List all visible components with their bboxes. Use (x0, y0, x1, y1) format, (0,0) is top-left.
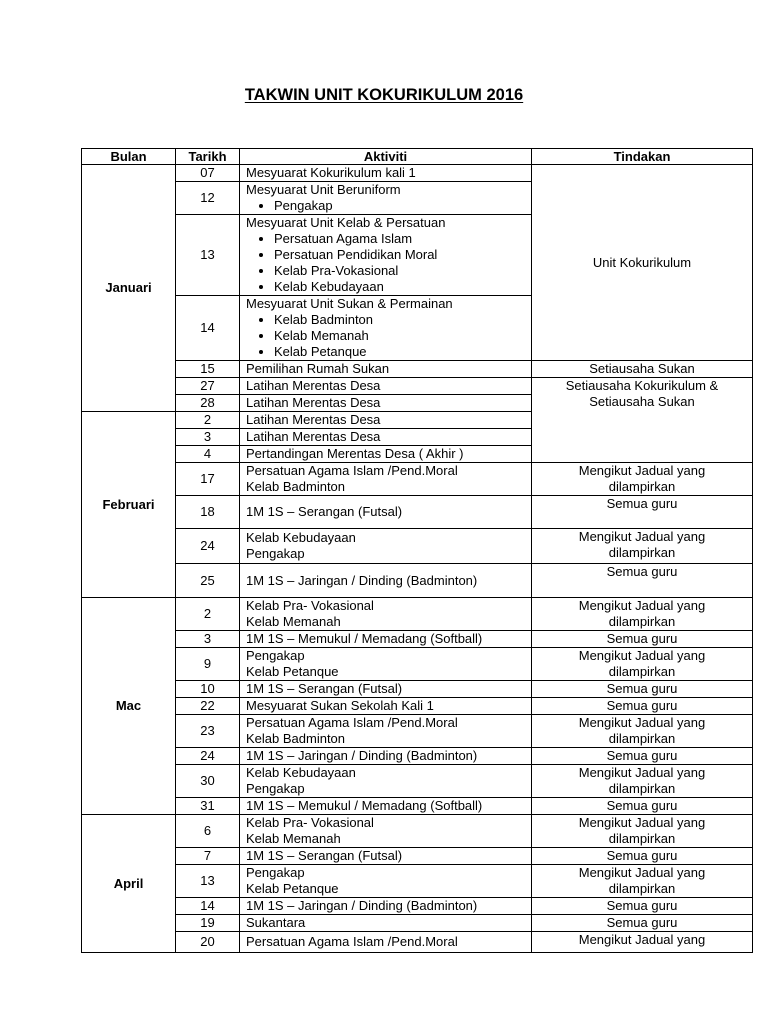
bullet-item: Persatuan Pendidikan Moral (246, 247, 525, 263)
tarikh-cell: 13 (176, 865, 240, 898)
tarikh-cell: 23 (176, 715, 240, 748)
tarikh-cell: 24 (176, 529, 240, 564)
aktiviti-cell: Pengakap Kelab Petanque (240, 648, 532, 681)
table-row (82, 681, 753, 698)
aktiviti-cell: Kelab Pra- Vokasional Kelab Memanah (240, 598, 532, 631)
aktiviti-cell: Sukantara (240, 915, 532, 932)
header-tarikh: Tarikh (176, 149, 240, 165)
aktiviti-cell: Persatuan Agama Islam /Pend.Moral Kelab Badminton (240, 715, 532, 748)
table-row (82, 798, 753, 815)
tarikh-cell: 3 (176, 631, 240, 648)
aktiviti-cell: Persatuan Agama Islam /Pend.Moral (240, 932, 532, 953)
aktiviti-cell: Kelab Kebudayaan Pengakap (240, 765, 532, 798)
tarikh-cell: 31 (176, 798, 240, 815)
table-row (82, 932, 753, 953)
tindakan-cell: Mengikut Jadual yang dilampirkan (532, 765, 753, 798)
table-row (82, 648, 753, 681)
tarikh-cell: 2 (176, 412, 240, 429)
aktiviti-cell: 1M 1S – Jaringan / Dinding (Badminton) (240, 748, 532, 765)
table-header-row (82, 149, 753, 165)
tindakan-cell: Semua guru (532, 915, 753, 932)
bullet-item: Kelab Badminton (246, 312, 525, 328)
table-row (82, 598, 753, 631)
aktiviti-cell: Kelab Pra- Vokasional Kelab Memanah (240, 815, 532, 848)
table-row (82, 631, 753, 648)
bullet-item: Kelab Kebudayaan (246, 279, 525, 295)
month-april: April (82, 815, 176, 953)
tarikh-cell: 20 (176, 932, 240, 953)
tarikh-cell: 22 (176, 698, 240, 715)
table-row (82, 698, 753, 715)
month-januari: Januari (82, 165, 176, 412)
tarikh-cell: 9 (176, 648, 240, 681)
tindakan-cell: Semua guru (532, 496, 753, 529)
tarikh-cell: 28 (176, 395, 240, 412)
tindakan-cell: Mengikut Jadual yang dilampirkan (532, 463, 753, 496)
tindakan-cell: Unit Kokurikulum (532, 165, 753, 361)
aktiviti-cell: Mesyuarat Kokurikulum kali 1 (240, 165, 532, 182)
aktiviti-cell: 1M 1S – Jaringan / Dinding (Badminton) (240, 898, 532, 915)
tarikh-cell: 14 (176, 296, 240, 361)
aktiviti-cell: 1M 1S – Serangan (Futsal) (240, 848, 532, 865)
header-bulan: Bulan (82, 149, 176, 165)
tarikh-cell: 24 (176, 748, 240, 765)
tindakan-cell: Mengikut Jadual yang dilampirkan (532, 715, 753, 748)
aktiviti-cell: 1M 1S – Memukul / Memadang (Softball) (240, 631, 532, 648)
tindakan-cell: Mengikut Jadual yang dilampirkan (532, 529, 753, 564)
aktiviti-cell: Kelab Kebudayaan Pengakap (240, 529, 532, 564)
month-februari: Februari (82, 412, 176, 598)
aktiviti-cell: 1M 1S – Serangan (Futsal) (240, 681, 532, 698)
tindakan-cell: Semua guru (532, 898, 753, 915)
aktiviti-cell: Mesyuarat Sukan Sekolah Kali 1 (240, 698, 532, 715)
table-row (82, 378, 753, 395)
tarikh-cell: 18 (176, 496, 240, 529)
tindakan-cell: Mengikut Jadual yang (532, 932, 753, 953)
tindakan-cell: Semua guru (532, 848, 753, 865)
tindakan-cell: Mengikut Jadual yang dilampirkan (532, 815, 753, 848)
month-mac: Mac (82, 598, 176, 815)
tindakan-cell: Semua guru (532, 748, 753, 765)
table-row (82, 463, 753, 496)
tindakan-cell: Mengikut Jadual yang dilampirkan (532, 598, 753, 631)
tarikh-cell: 17 (176, 463, 240, 496)
table-row (82, 165, 753, 182)
bullet-item: Kelab Petanque (246, 344, 525, 360)
bullet-item: Persatuan Agama Islam (246, 231, 525, 247)
table-row (82, 748, 753, 765)
aktiviti-cell: Pengakap Kelab Petanque (240, 865, 532, 898)
table-row (82, 715, 753, 748)
tindakan-cell: Mengikut Jadual yang dilampirkan (532, 865, 753, 898)
table-row (82, 865, 753, 898)
aktiviti-cell: Mesyuarat Unit Sukan & Permainan Kelab Badminton Kelab Memanah Kelab Petanque (240, 296, 532, 361)
tarikh-cell: 12 (176, 182, 240, 215)
tarikh-cell: 4 (176, 446, 240, 463)
takwim-table (81, 148, 753, 953)
table-row (82, 564, 753, 598)
tarikh-cell: 10 (176, 681, 240, 698)
bullet-item: Kelab Memanah (246, 328, 525, 344)
tindakan-cell: Setiausaha Sukan (532, 361, 753, 378)
tarikh-cell: 19 (176, 915, 240, 932)
table-row (82, 915, 753, 932)
tindakan-cell: Setiausaha Kokurikulum & Setiausaha Sukan (532, 378, 753, 463)
aktiviti-cell: Latihan Merentas Desa (240, 395, 532, 412)
aktiviti-cell: Persatuan Agama Islam /Pend.Moral Kelab Badminton (240, 463, 532, 496)
tindakan-cell: Semua guru (532, 798, 753, 815)
tindakan-cell: Mengikut Jadual yang dilampirkan (532, 648, 753, 681)
table-row (82, 361, 753, 378)
header-tindakan: Tindakan (532, 149, 753, 165)
tarikh-cell: 27 (176, 378, 240, 395)
header-aktiviti: Aktiviti (240, 149, 532, 165)
table-row (82, 848, 753, 865)
tindakan-cell: Semua guru (532, 564, 753, 598)
table-row (82, 496, 753, 529)
tindakan-cell: Semua guru (532, 631, 753, 648)
aktiviti-cell: Mesyuarat Unit Beruniform Pengakap (240, 182, 532, 215)
tarikh-cell: 30 (176, 765, 240, 798)
aktiviti-cell: 1M 1S – Jaringan / Dinding (Badminton) (240, 564, 532, 598)
aktiviti-cell: Mesyuarat Unit Kelab & Persatuan Persatuan Agama Islam Persatuan Pendidikan Moral Kelab Pra-Vokasional Kelab Kebudayaan (240, 215, 532, 296)
bullet-item: Pengakap (246, 198, 525, 214)
tarikh-cell: 07 (176, 165, 240, 182)
aktiviti-cell: 1M 1S – Serangan (Futsal) (240, 496, 532, 529)
tarikh-cell: 14 (176, 898, 240, 915)
aktiviti-cell: Pertandingan Merentas Desa ( Akhir ) (240, 446, 532, 463)
document-title: TAKWIN UNIT KOKURIKULUM 2016 (244, 86, 524, 104)
tindakan-cell: Semua guru (532, 681, 753, 698)
tindakan-cell: Semua guru (532, 698, 753, 715)
aktiviti-cell: Latihan Merentas Desa (240, 412, 532, 429)
tarikh-cell: 7 (176, 848, 240, 865)
table-row (82, 765, 753, 798)
table-row (82, 529, 753, 564)
aktiviti-cell: Latihan Merentas Desa (240, 429, 532, 446)
tarikh-cell: 6 (176, 815, 240, 848)
aktiviti-cell: 1M 1S – Memukul / Memadang (Softball) (240, 798, 532, 815)
aktiviti-cell: Latihan Merentas Desa (240, 378, 532, 395)
table-row (82, 898, 753, 915)
tarikh-cell: 15 (176, 361, 240, 378)
table-row (82, 815, 753, 848)
tarikh-cell: 3 (176, 429, 240, 446)
bullet-item: Kelab Pra-Vokasional (246, 263, 525, 279)
aktiviti-cell: Pemilihan Rumah Sukan (240, 361, 532, 378)
tarikh-cell: 2 (176, 598, 240, 631)
tarikh-cell: 13 (176, 215, 240, 296)
tarikh-cell: 25 (176, 564, 240, 598)
